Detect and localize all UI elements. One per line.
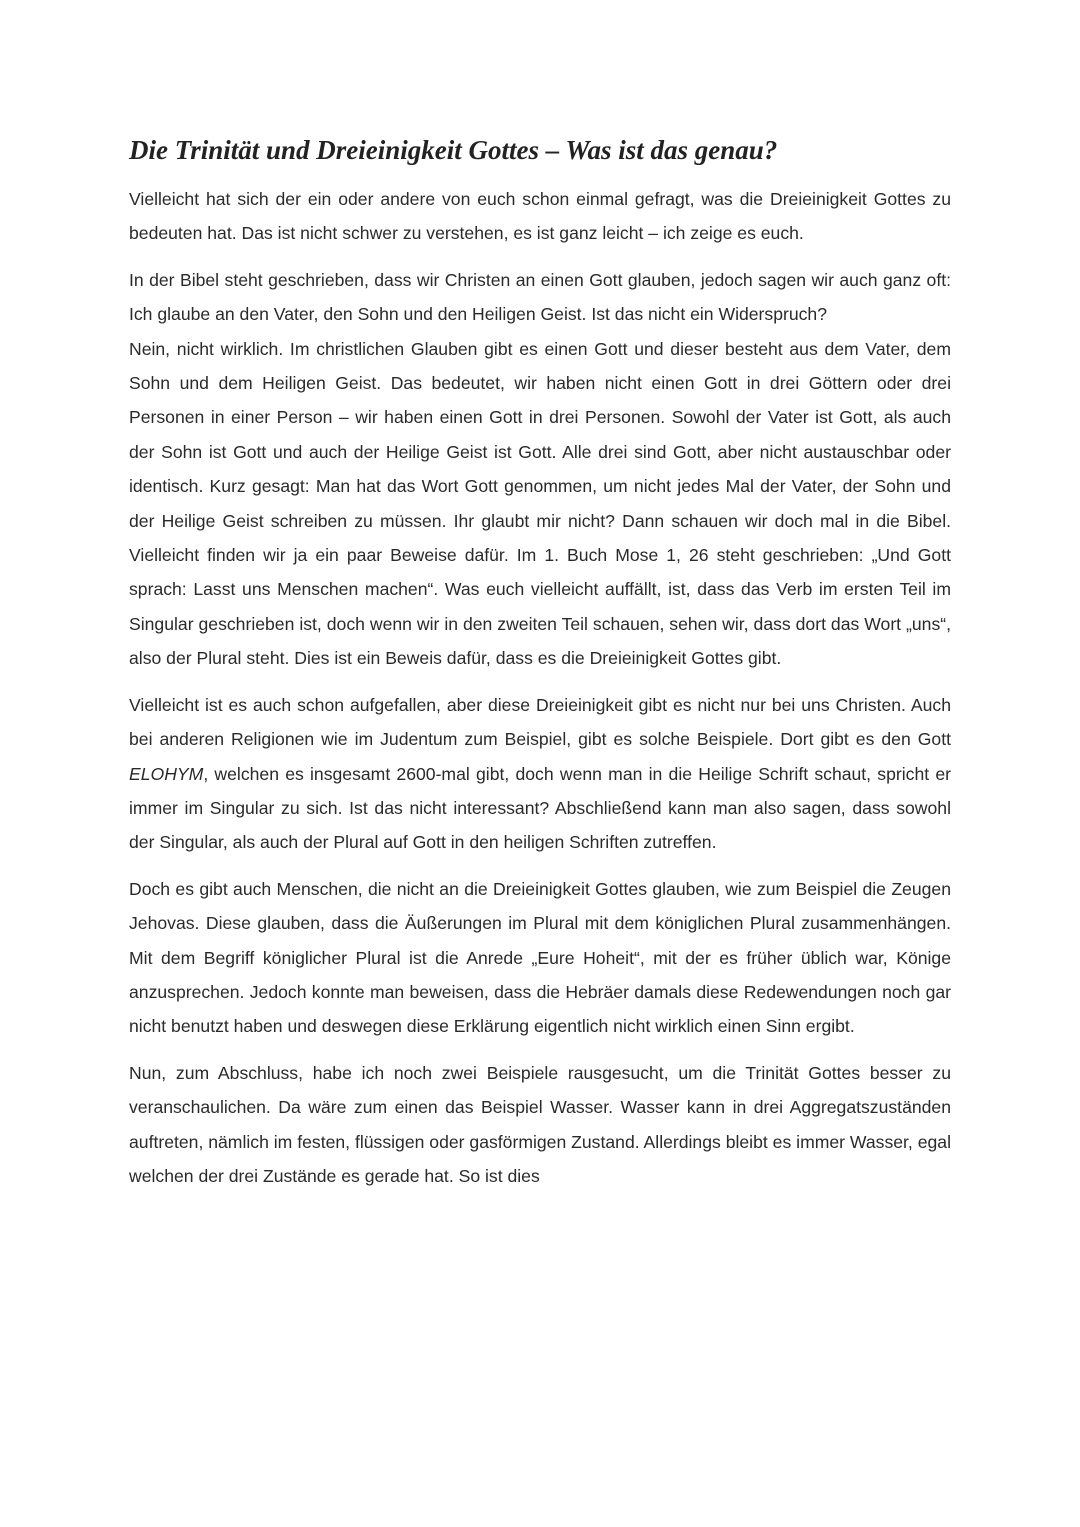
document-title: Die Trinität und Dreieinigkeit Gottes – Was ist das genau? [129, 135, 778, 165]
paragraph-explanation: Nein, nicht wirklich. Im christlichen Glauben gibt es einen Gott und dieser besteht aus dem Vater, dem Sohn und dem Heiligen Geist. Das bedeutet, wir haben nicht einen Gott in drei Göttern oder drei Personen in einer Person – wir haben einen Gott in drei Personen. Sowohl der Vater ist Gott, als auch der Sohn ist Gott und auch der Heilige Geist ist Gott. Alle drei sind Gott, aber nicht austauschbar oder identisch. Kurz gesagt: Man hat das Wort Gott genommen, um nicht jedes Mal der Vater, der Sohn und der Heilige Geist schreiben zu müssen. Ihr glaubt mir nicht? Dann schauen wir doch mal in die Bibel. Vielleicht finden wir ja ein paar Beweise dafür. Im 1. Buch Mose 1, 26 steht geschrieben: „Und Gott sprach: Lasst uns Menschen machen“. Was euch vielleicht auffällt, ist, dass das Verb im ersten Teil im Singular geschrieben ist, doch wenn wir in den zweiten Teil schauen, sehen wir, dass dort das Wort „uns“, also der Plural steht. Dies ist ein Beweis dafür, dass es die Dreieinigkeit Gottes gibt. [129, 338, 951, 669]
paragraph-jehovahs-witnesses: Doch es gibt auch Menschen, die nicht an die Dreieinigkeit Gottes glauben, wie zum Beispiel die Zeugen Jehovas. Diese glauben, dass die Äußerungen im Plural mit dem königlichen Plural zusammenhängen. Mit dem Begriff königlicher Plural ist die Anrede „Eure Hoheit“, mit der es früher üblich war, Könige anzusprechen. Jedoch konnte man beweisen, dass die Hebräer damals diese Redewendungen noch gar nicht benutzt haben und deswegen diese Erklärung eigentlich nicht wirklich einen Sinn ergibt. [129, 878, 951, 1037]
paragraph-judaism [129, 688, 951, 860]
paragraph-judaism-part1: Vielleicht ist es auch schon aufgefallen, aber diese Dreieinigkeit gibt es nicht nur bei uns Christen. Auch bei anderen Religionen wie im Judentum zum Beispiel, gibt es solche Beispiele. Dort gibt es den Gott [129, 694, 951, 750]
paragraph-examples: Nun, zum Abschluss, habe ich noch zwei Beispiele rausgesucht, um die Trinität Gottes besser zu veranschaulichen. Da wäre zum einen das Beispiel Wasser. Wasser kann in drei Aggregatszuständen auftreten, nämlich im festen, flüssigen oder gasförmigen Zustand. Allerdings bleibt es immer Wasser, egal welchen der drei Zustände es gerade hat. So ist dies [129, 1062, 951, 1186]
paragraph-judaism-elohym: ELOHYM [129, 763, 204, 784]
paragraph-judaism-part2: , welchen es insgesamt 2600-mal gibt, doch wenn man in die Heilige Schrift schaut, spricht er immer im Singular zu sich. Ist das nicht interessant? Abschließend kann man also sagen, dass sowohl der Singular, als auch der Plural auf Gott in den heiligen Schriften zutreffen. [129, 763, 951, 853]
document-body [129, 130, 951, 1193]
paragraph-bible-question: In der Bibel steht geschrieben, dass wir Christen an einen Gott glauben, jedoch sagen wir auch ganz oft: Ich glaube an den Vater, den Sohn und den Heiligen Geist. Ist das nicht ein Widerspruch? [129, 269, 951, 325]
paragraph-intro: Vielleicht hat sich der ein oder andere von euch schon einmal gefragt, was die Dreieinigkeit Gottes zu bedeuten hat. Das ist nicht schwer zu verstehen, es ist ganz leicht – ich zeige es euch. [129, 189, 951, 244]
